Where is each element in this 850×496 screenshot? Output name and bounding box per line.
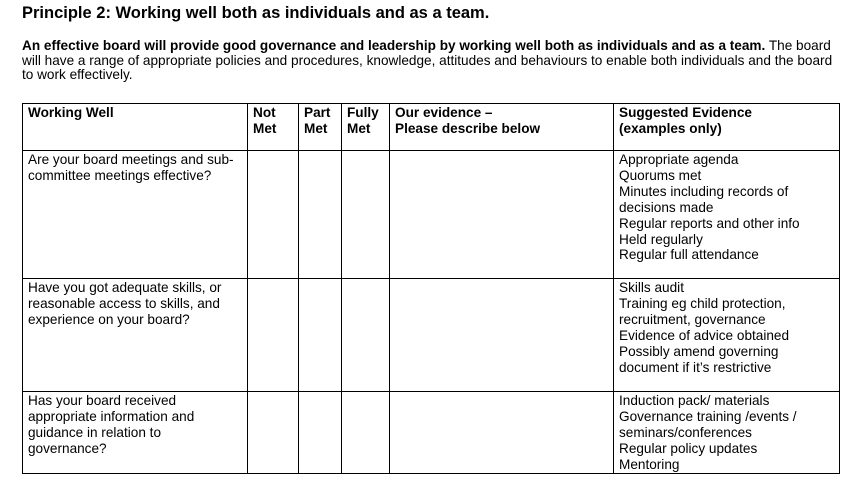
page-title: Principle 2: Working well both as individuals and as a team. — [22, 4, 490, 22]
suggested-evidence-cell: Appropriate agenda Quorums met Minutes including records of decisions made Regular reports and other info Held regularly Regular full attendance — [614, 151, 840, 279]
not-met-cell[interactable] — [248, 392, 299, 474]
part-met-cell[interactable] — [299, 279, 342, 392]
part-met-cell[interactable] — [299, 392, 342, 474]
header-suggested-evidence: Suggested Evidence (examples only) — [614, 104, 840, 151]
question-cell: Has your board received appropriate information and guidance in relation to governance? — [23, 392, 248, 474]
principle-table — [22, 103, 840, 474]
table-row — [23, 279, 840, 392]
not-met-cell[interactable] — [248, 151, 299, 279]
table-row — [23, 392, 840, 474]
header-part-met: Part Met — [299, 104, 342, 151]
our-evidence-cell[interactable] — [390, 392, 614, 474]
question-cell: Are your board meetings and sub- committee meetings effective? — [23, 151, 248, 279]
intro-normal-text: The board will have a range of appropriate policies and procedures, knowledge, attitudes and behaviours to enable both individuals and the board to work effectively. — [22, 38, 833, 82]
our-evidence-cell[interactable] — [390, 151, 614, 279]
header-our-evidence: Our evidence – Please describe below — [390, 104, 614, 151]
fully-met-cell[interactable] — [342, 151, 390, 279]
intro-bold-text: An effective board will provide good governance and leadership by working well both as individuals and as a team. — [22, 38, 766, 53]
header-not-met: Not Met — [248, 104, 299, 151]
our-evidence-cell[interactable] — [390, 279, 614, 392]
fully-met-cell[interactable] — [342, 392, 390, 474]
header-fully-met: Fully Met — [342, 104, 390, 151]
header-working-well: Working Well — [23, 104, 248, 151]
table-row — [23, 151, 840, 279]
suggested-evidence-cell: Induction pack/ materials Governance training /events / seminars/conferences Regular policy updates Mentoring — [614, 392, 840, 474]
question-cell: Have you got adequate skills, or reasonable access to skills, and experience on your board? — [23, 279, 248, 392]
suggested-evidence-cell: Skills audit Training eg child protection, recruitment, governance Evidence of advice obtained Possibly amend governing document if it’s restrictive — [614, 279, 840, 392]
table-header-row — [23, 104, 840, 151]
fully-met-cell[interactable] — [342, 279, 390, 392]
not-met-cell[interactable] — [248, 279, 299, 392]
intro-paragraph — [22, 39, 844, 83]
part-met-cell[interactable] — [299, 151, 342, 279]
